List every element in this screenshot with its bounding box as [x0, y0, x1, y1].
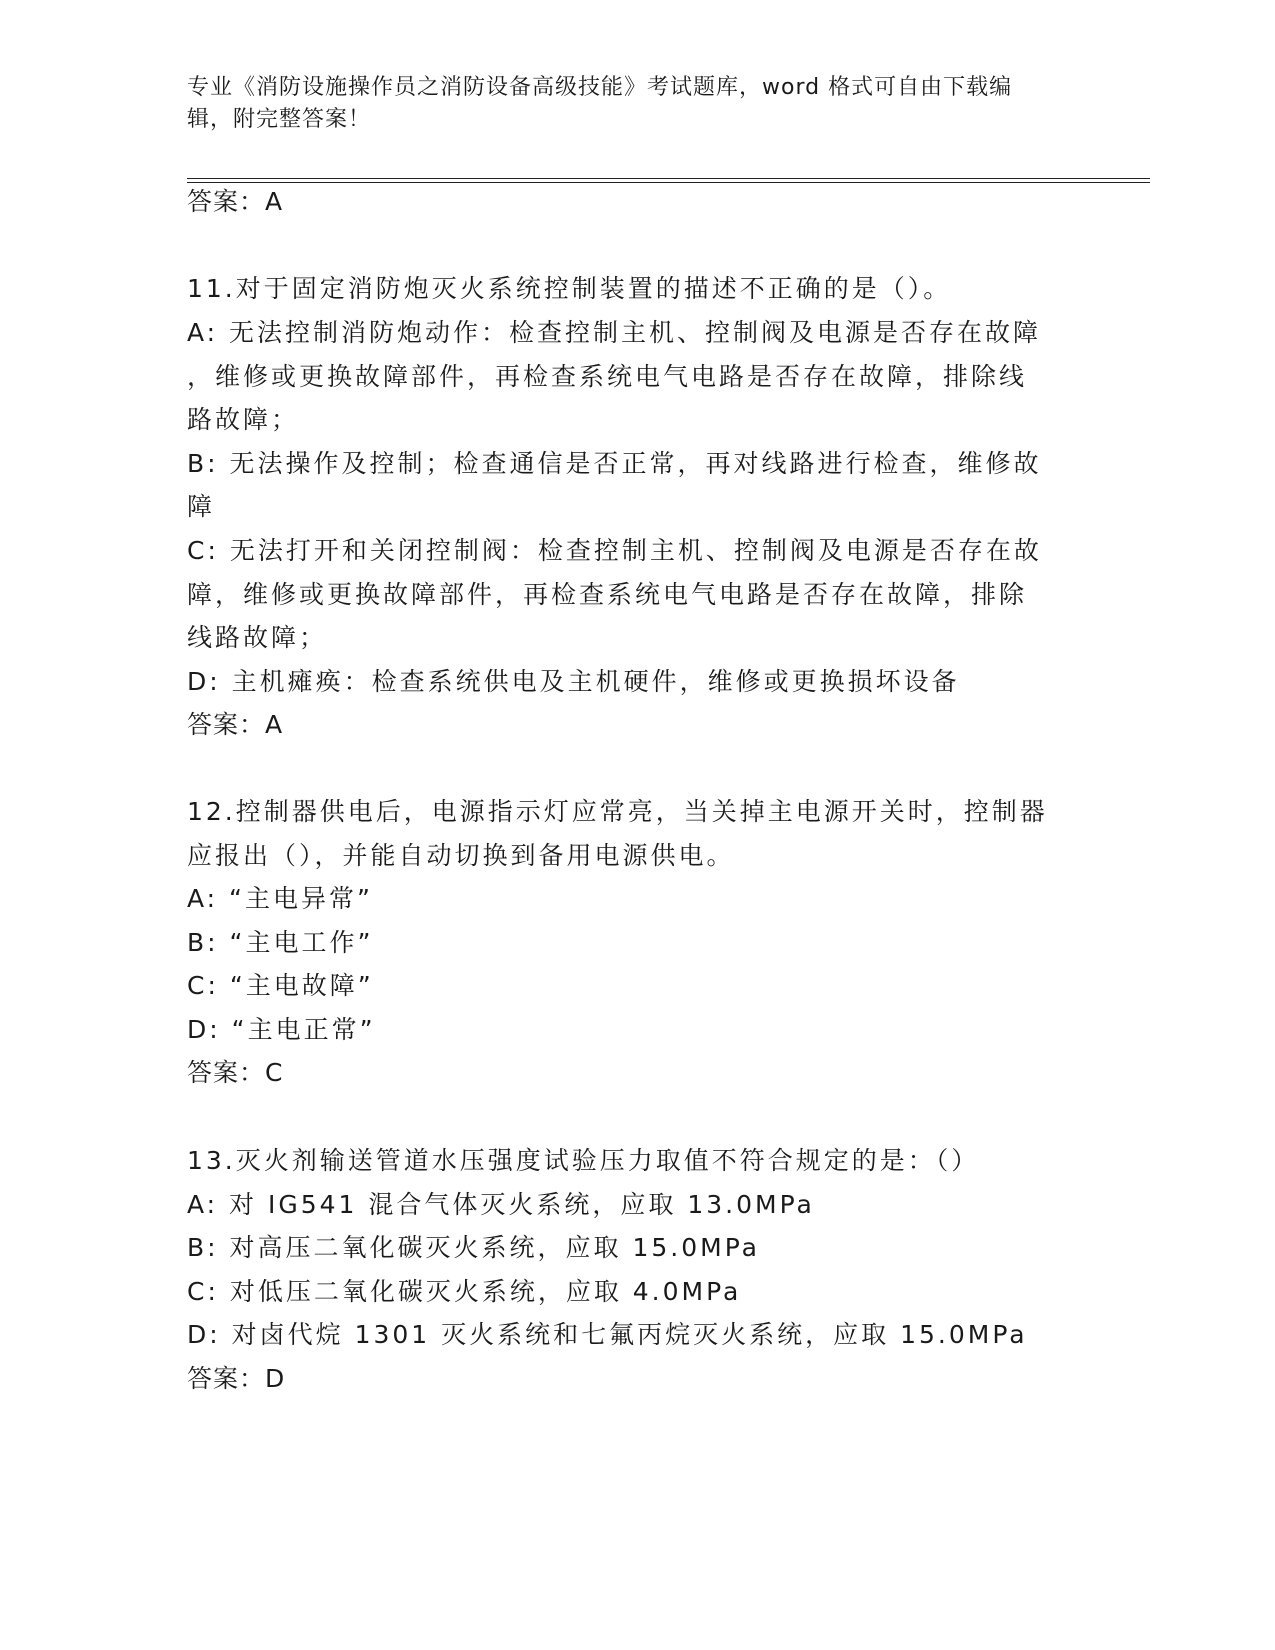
question-11-stem: 11.对于固定消防炮灭火系统控制装置的描述不正确的是（）。: [187, 274, 952, 303]
answer-10: 答案：A: [187, 187, 284, 216]
question-12-option-c: C: “主电故障”: [187, 971, 374, 1000]
question-12-option-b: B: “主电工作”: [187, 928, 374, 957]
question-11-option-c-line-3: 线路故障；: [187, 623, 328, 652]
question-11-option-d: D: 主机瘫痪：检查系统供电及主机硬件，维修或更换损坏设备: [187, 667, 960, 696]
question-11-option-a-line-3: 路故障；: [187, 405, 300, 434]
question-12-stem-line-1: 12.控制器供电后，电源指示灯应常亮，当关掉主电源开关时，控制器: [187, 797, 1048, 826]
header-line-1: 专业《消防设施操作员之消防设备高级技能》考试题库，word 格式可自由下载编: [187, 75, 1013, 100]
question-11-option-a-line-1: A: 无法控制消防炮动作：检查控制主机、控制阀及电源是否存在故障: [187, 318, 1042, 347]
question-13-option-a: A: 对 IG541 混合气体灭火系统，应取 13.0MPa: [187, 1190, 815, 1219]
answer-11: 答案：A: [187, 710, 284, 739]
question-11-option-c-line-1: C: 无法打开和关闭控制阀：检查控制主机、控制阀及电源是否存在故: [187, 536, 1042, 565]
question-11-option-b-line-2: 障: [187, 492, 216, 521]
question-12-option-a: A: “主电异常”: [187, 884, 373, 913]
answer-13: 答案：D: [187, 1364, 286, 1393]
page-header: [187, 72, 1067, 136]
question-11-option-a-line-2: ，维修或更换故障部件，再检查系统电气电路是否存在故障，排除线: [187, 362, 1028, 391]
header-divider-top: [187, 178, 1150, 179]
question-13-option-b: B: 对高压二氧化碳灭火系统，应取 15.0MPa: [187, 1233, 760, 1262]
question-12-option-d: D: “主电正常”: [187, 1015, 376, 1044]
answer-12: 答案：C: [187, 1058, 284, 1087]
question-13-option-d: D: 对卤代烷 1301 灭火系统和七氟丙烷灭火系统，应取 15.0MPa: [187, 1320, 1028, 1349]
question-11-option-c-line-2: 障，维修或更换故障部件，再检查系统电气电路是否存在故障，排除: [187, 580, 1028, 609]
question-13-option-c: C: 对低压二氧化碳灭火系统，应取 4.0MPa: [187, 1277, 742, 1306]
header-divider-bottom: [187, 182, 1150, 183]
question-12-stem-line-2: 应报出（），并能自动切换到备用电源供电。: [187, 841, 735, 870]
header-line-2: 辑，附完整答案！: [187, 107, 372, 132]
question-11-option-b-line-1: B: 无法操作及控制；检查通信是否正常，再对线路进行检查，维修故: [187, 449, 1042, 478]
question-13-stem: 13.灭火剂输送管道水压强度试验压力取值不符合规定的是：（）: [187, 1146, 980, 1175]
